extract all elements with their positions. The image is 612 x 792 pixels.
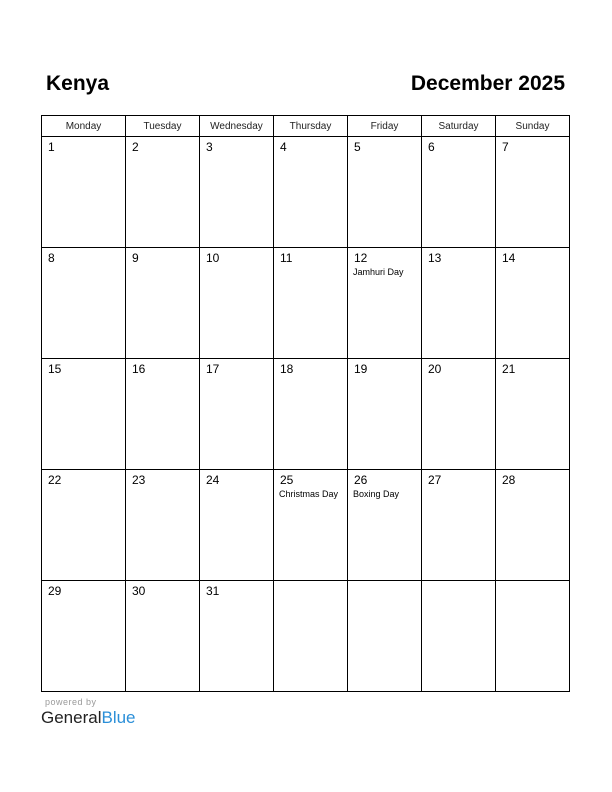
day-number: 4	[280, 140, 287, 154]
weekday-header: Saturday	[422, 116, 496, 137]
day-number: 11	[280, 251, 293, 265]
weekday-header: Monday	[42, 116, 126, 137]
day-number: 7	[502, 140, 509, 154]
week-row	[42, 137, 570, 248]
day-cell	[42, 248, 126, 359]
day-cell	[42, 470, 126, 581]
day-number: 10	[206, 251, 220, 265]
day-cell	[348, 137, 422, 248]
day-cell	[126, 470, 200, 581]
day-cell	[422, 581, 496, 692]
day-cell	[348, 359, 422, 470]
day-cell	[422, 248, 496, 359]
day-cell	[200, 248, 274, 359]
day-cell	[274, 359, 348, 470]
generalblue-logo	[41, 708, 136, 728]
day-cell	[274, 581, 348, 692]
day-number: 20	[428, 362, 442, 376]
day-cell	[422, 359, 496, 470]
day-cell	[348, 248, 422, 359]
day-number: 30	[132, 584, 146, 598]
day-cell	[348, 470, 422, 581]
holiday-label: Christmas Day	[279, 489, 339, 499]
day-cell	[496, 137, 570, 248]
day-number: 24	[206, 473, 220, 487]
day-cell	[422, 137, 496, 248]
day-cell	[422, 470, 496, 581]
day-number: 16	[132, 362, 146, 376]
week-row	[42, 581, 570, 692]
day-number: 28	[502, 473, 516, 487]
day-cell	[200, 137, 274, 248]
day-number: 29	[48, 584, 62, 598]
week-row	[42, 470, 570, 581]
day-number: 2	[132, 140, 139, 154]
day-cell	[200, 470, 274, 581]
day-cell	[496, 581, 570, 692]
day-number: 26	[354, 473, 368, 487]
day-cell	[42, 581, 126, 692]
day-number: 5	[354, 140, 361, 154]
powered-by-label: powered by	[45, 697, 97, 707]
day-number: 3	[206, 140, 213, 154]
day-cell	[274, 137, 348, 248]
holiday-label: Boxing Day	[353, 489, 400, 499]
day-cell	[126, 248, 200, 359]
day-cell	[200, 581, 274, 692]
week-row	[42, 359, 570, 470]
day-cell	[274, 248, 348, 359]
weekday-header: Friday	[348, 116, 422, 137]
weekday-header: Tuesday	[126, 116, 200, 137]
day-number: 9	[132, 251, 139, 265]
weekday-header-row	[42, 116, 570, 137]
weekday-header: Sunday	[496, 116, 570, 137]
day-cell	[200, 359, 274, 470]
day-number	[422, 581, 495, 584]
holiday-label: Jamhuri Day	[353, 267, 404, 277]
day-number: 6	[428, 140, 435, 154]
day-number: 12	[354, 251, 368, 265]
month-year-title: December 2025	[410, 72, 565, 95]
day-cell	[126, 581, 200, 692]
day-number: 15	[48, 362, 62, 376]
day-number: 22	[48, 473, 62, 487]
day-cell	[496, 470, 570, 581]
logo-general-text: General	[41, 708, 102, 727]
day-cell	[126, 359, 200, 470]
day-number: 31	[206, 584, 220, 598]
day-cell	[496, 248, 570, 359]
day-number	[496, 581, 569, 584]
day-number: 18	[280, 362, 294, 376]
day-number: 21	[502, 362, 516, 376]
day-number	[274, 581, 347, 584]
country-title: Kenya	[46, 72, 110, 95]
day-number: 19	[354, 362, 368, 376]
day-number: 27	[428, 473, 442, 487]
day-cell	[126, 137, 200, 248]
day-number	[348, 581, 421, 584]
day-number: 1	[48, 140, 55, 154]
week-row	[42, 248, 570, 359]
day-cell	[42, 359, 126, 470]
day-cell	[42, 137, 126, 248]
weekday-header: Thursday	[274, 116, 348, 137]
day-number: 8	[48, 251, 55, 265]
day-cell	[348, 581, 422, 692]
calendar-grid	[41, 115, 570, 692]
day-number: 25	[280, 473, 294, 487]
day-cell	[496, 359, 570, 470]
day-number: 13	[428, 251, 442, 265]
day-number: 17	[206, 362, 220, 376]
weekday-header: Wednesday	[200, 116, 274, 137]
day-cell	[274, 470, 348, 581]
day-number: 14	[502, 251, 516, 265]
logo-blue-text: Blue	[101, 708, 136, 727]
day-number: 23	[132, 473, 146, 487]
